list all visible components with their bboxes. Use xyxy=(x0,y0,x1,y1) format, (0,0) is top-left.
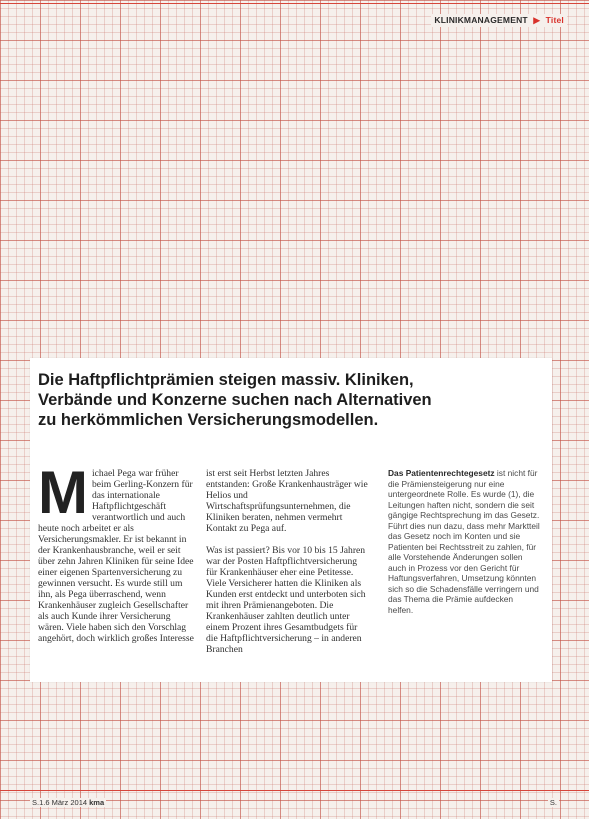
sidebar-lead: Das Patientenrechtegesetz xyxy=(388,468,495,478)
section-header xyxy=(431,14,567,27)
subsection-name: Titel xyxy=(545,15,564,25)
drop-cap: M xyxy=(38,468,88,526)
sidebar-text: ist nicht für die Prämiensteigerung nur eine untergeordnete Rolle. Es wurde (1), die Leitungen haften nicht, sondern die seit gängige Rechtsprechung im das Gesetz. Führt dies nun dazu, dass mehr Marktteil das Gesetz noch im Konten und sie Patienten bei Rechtsstreit zu zahlen, für alle Vorstehende Änderungen sollen auch in Prozess vor den Gericht für Haftungsverfahren, Umsetzung könnten sich so die Schadensfälle verringern und das Thema die Prämie aufdecken helfen. xyxy=(388,468,540,615)
column-1-paragraph-1: ichael Pega war früher beim Gerling-Konzern für das internationale Haftpflichtgeschäft verantwortlich und auch heute noch arbeitet er als Versicherungsmakler. Er ist bekannt in der Krankenhausbranche, weil er seit über zehn Jahren Kliniken für seine Idee einer eigenen Spartenversicherung zu gewinnen versucht. Es wurde still um ihn, als Pega überraschend, wenn Krankenhäuser zugleich Gesellschafter als auch Kunde ihrer Versicherung wären. Viele haben sich den Vorschlag angehört, doch wirklich großes Interesse xyxy=(38,468,194,644)
headline-line-1: Die Haftpflichtprämien steigen massiv. Kliniken, xyxy=(38,371,414,389)
headline-line-2: Verbände und Konzerne suchen nach Alternativen xyxy=(38,391,432,409)
arrow-right-icon: ▶ xyxy=(533,15,541,25)
magazine-brand: kma xyxy=(89,798,105,807)
bottom-red-rule xyxy=(0,790,589,791)
article-headline xyxy=(38,370,538,430)
headline-line-3: zu herkömmlichen Versicherungsmodellen. xyxy=(38,411,379,429)
page-number-right: S. xyxy=(549,798,557,807)
column-2-paragraph-1: ist erst seit Herbst letzten Jahres entstanden: Große Krankenhausträger wie Helios und Wirtschaftsprüfungsunternehmen, die Kliniken beraten, nehmen vermehrt Kontakt zu Pega auf. xyxy=(206,468,368,534)
issue-date: März 2014 xyxy=(51,798,88,807)
page-number-left: S.1.6 xyxy=(32,798,50,807)
column-2-paragraph-2: Was ist passiert? Bis vor 10 bis 15 Jahren war der Posten Haftpflichtversicherung für Krankenhäuser eher eine Petitesse. Viele Versicherer hatten die Kliniken als Kunden erst entdeckt und unterboten sich mit ihren Prämienangeboten. Die Krankenhäuser zahlten deutlich unter einem Prozent ihres Gesamtbudgets für die Haftpflichtversicherung – in anderen Branchen xyxy=(206,545,366,655)
article-column-1 xyxy=(38,468,194,678)
page-footer xyxy=(30,798,559,810)
footer-left xyxy=(30,798,106,807)
section-name: KLINIKMANAGEMENT xyxy=(434,15,528,25)
article-column-2 xyxy=(206,468,368,678)
sidebar-box xyxy=(388,468,540,678)
top-red-rule xyxy=(0,3,589,4)
